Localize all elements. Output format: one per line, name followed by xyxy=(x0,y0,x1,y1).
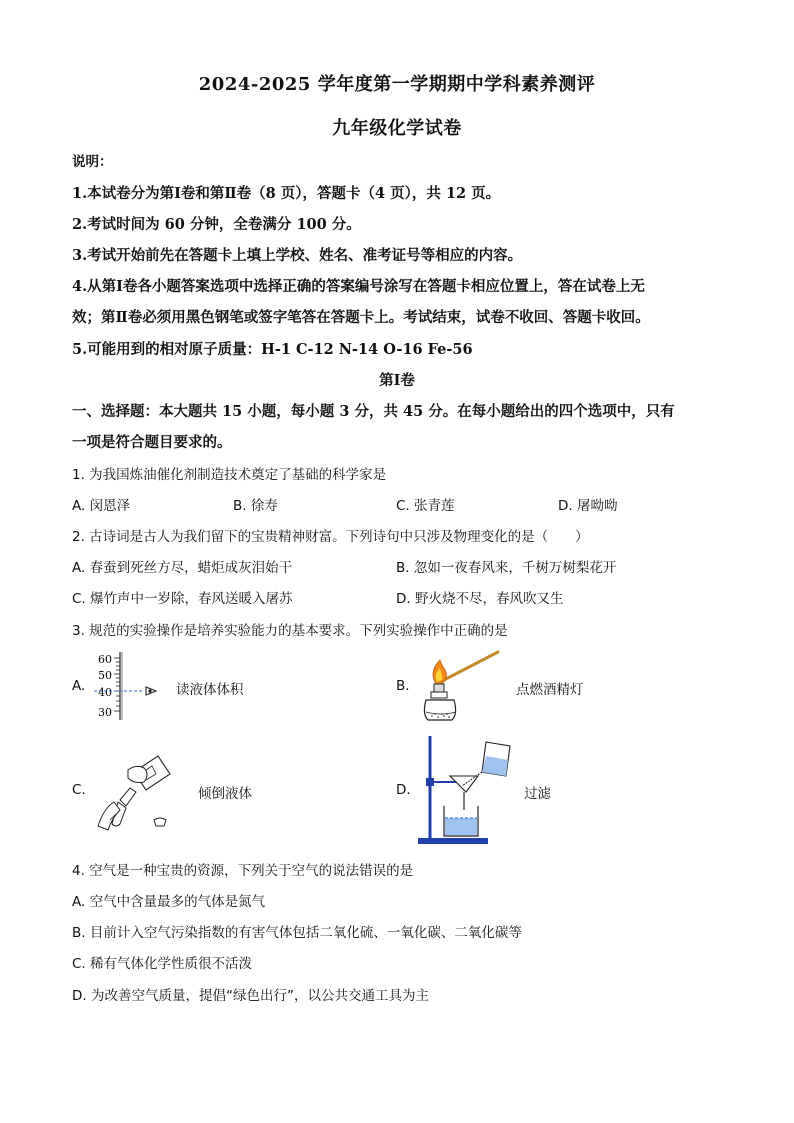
section-instruction-cont: 一项是符合题目要求的。 xyxy=(72,434,232,451)
q4-option-b: B. 目前计入空气污染指数的有害气体包括二氧化硫、一氧化碳、二氧化碳等 xyxy=(72,925,522,941)
q1-option-d: D. 屠呦呦 xyxy=(558,498,618,514)
q1-option-b: B. 徐寿 xyxy=(233,498,278,514)
q3-option-c-letter: C. xyxy=(72,782,86,798)
question-3-stem: 3. 规范的实验操作是培养实验能力的基本要求。下列实验操作中正确的是 xyxy=(72,623,508,639)
filtration-figure xyxy=(416,732,516,848)
question-2-stem: 2. 古诗词是古人为我们留下的宝贵精神财富。下列诗句中只涉及物理变化的是（ ） xyxy=(72,529,589,545)
question-4-stem: 4. 空气是一种宝贵的资源，下列关于空气的说法错误的是 xyxy=(72,863,414,879)
q3-option-b-letter: B. xyxy=(396,678,410,694)
q1-option-c: C. 张青莲 xyxy=(396,498,455,514)
q4-option-c: C. 稀有气体化学性质很不活泼 xyxy=(72,956,253,972)
q3-option-b-label: 点燃酒精灯 xyxy=(516,682,584,698)
q2-option-b: B. 忽如一夜春风来，千树万树梨花开 xyxy=(396,560,617,576)
note-3: 3.考试开始前先在答题卡上填上学校、姓名、准考证号等相应的内容。 xyxy=(72,247,523,264)
note-2: 2.考试时间为 60 分钟，全卷满分 100 分。 xyxy=(72,216,361,233)
q3-option-d-label: 过滤 xyxy=(524,786,551,802)
q2-option-a: A. 春蚕到死丝方尽，蜡炬成灰泪始干 xyxy=(72,560,293,576)
exam-title: 2024-2025 学年度第一学期期中学科素养测评 xyxy=(198,74,596,95)
bottle-stopper-icon xyxy=(154,818,166,826)
q2-option-c: C. 爆竹声中一岁除，春风送暖入屠苏 xyxy=(72,591,293,607)
note-1: 1.本试卷分为第Ⅰ卷和第Ⅱ卷（8 页），答题卡（4 页），共 12 页。 xyxy=(72,185,501,202)
section-instruction: 一、选择题：本大题共 15 小题，每小题 3 分，共 45 分。在每小题给出的四个选项中，只有 xyxy=(72,403,675,420)
cylinder-tick-60: 60 xyxy=(98,653,112,666)
note-4: 4.从第Ⅰ卷各小题答案选项中选择正确的答案编号涂写在答题卡相应位置上，答在试卷上无 xyxy=(72,278,645,295)
q2-option-d: D. 野火烧不尽，春风吹又生 xyxy=(396,591,564,607)
alcohol-lamp-figure xyxy=(414,644,504,726)
q4-option-a: A. 空气中含量最多的气体是氮气 xyxy=(72,894,266,910)
notes-heading: 说明： xyxy=(72,154,113,170)
q3-option-a-label: 读液体体积 xyxy=(176,682,244,698)
q3-option-a-letter: A. xyxy=(72,678,86,694)
note-5: 5.可能用到的相对原子质量：H-1 C-12 N-14 O-16 Fe-56 xyxy=(72,341,473,358)
graduated-cylinder-figure xyxy=(92,650,172,722)
exam-subtitle: 九年级化学试卷 xyxy=(332,118,462,139)
q1-option-a: A. 闵恩泽 xyxy=(72,498,131,514)
q3-option-c-label: 倾倒液体 xyxy=(198,786,252,802)
q4-option-d: D. 为改善空气质量，提倡“绿色出行”，以公共交通工具为主 xyxy=(72,988,429,1004)
cylinder-tick-40: 40 xyxy=(98,686,112,699)
question-1-stem: 1. 为我国炼油催化剂制造技术奠定了基础的科学家是 xyxy=(72,467,387,483)
pouring-liquid-figure xyxy=(90,744,186,832)
q3-option-d-letter: D. xyxy=(396,782,411,798)
cylinder-tick-50: 50 xyxy=(98,669,112,682)
section-label: 第Ⅰ卷 xyxy=(379,372,415,389)
cylinder-tick-30: 30 xyxy=(98,706,112,719)
note-4-cont: 效；第Ⅱ卷必须用黑色钢笔或签字笔答在答题卡上。考试结束，试卷不收回、答题卡收回。 xyxy=(72,309,650,326)
